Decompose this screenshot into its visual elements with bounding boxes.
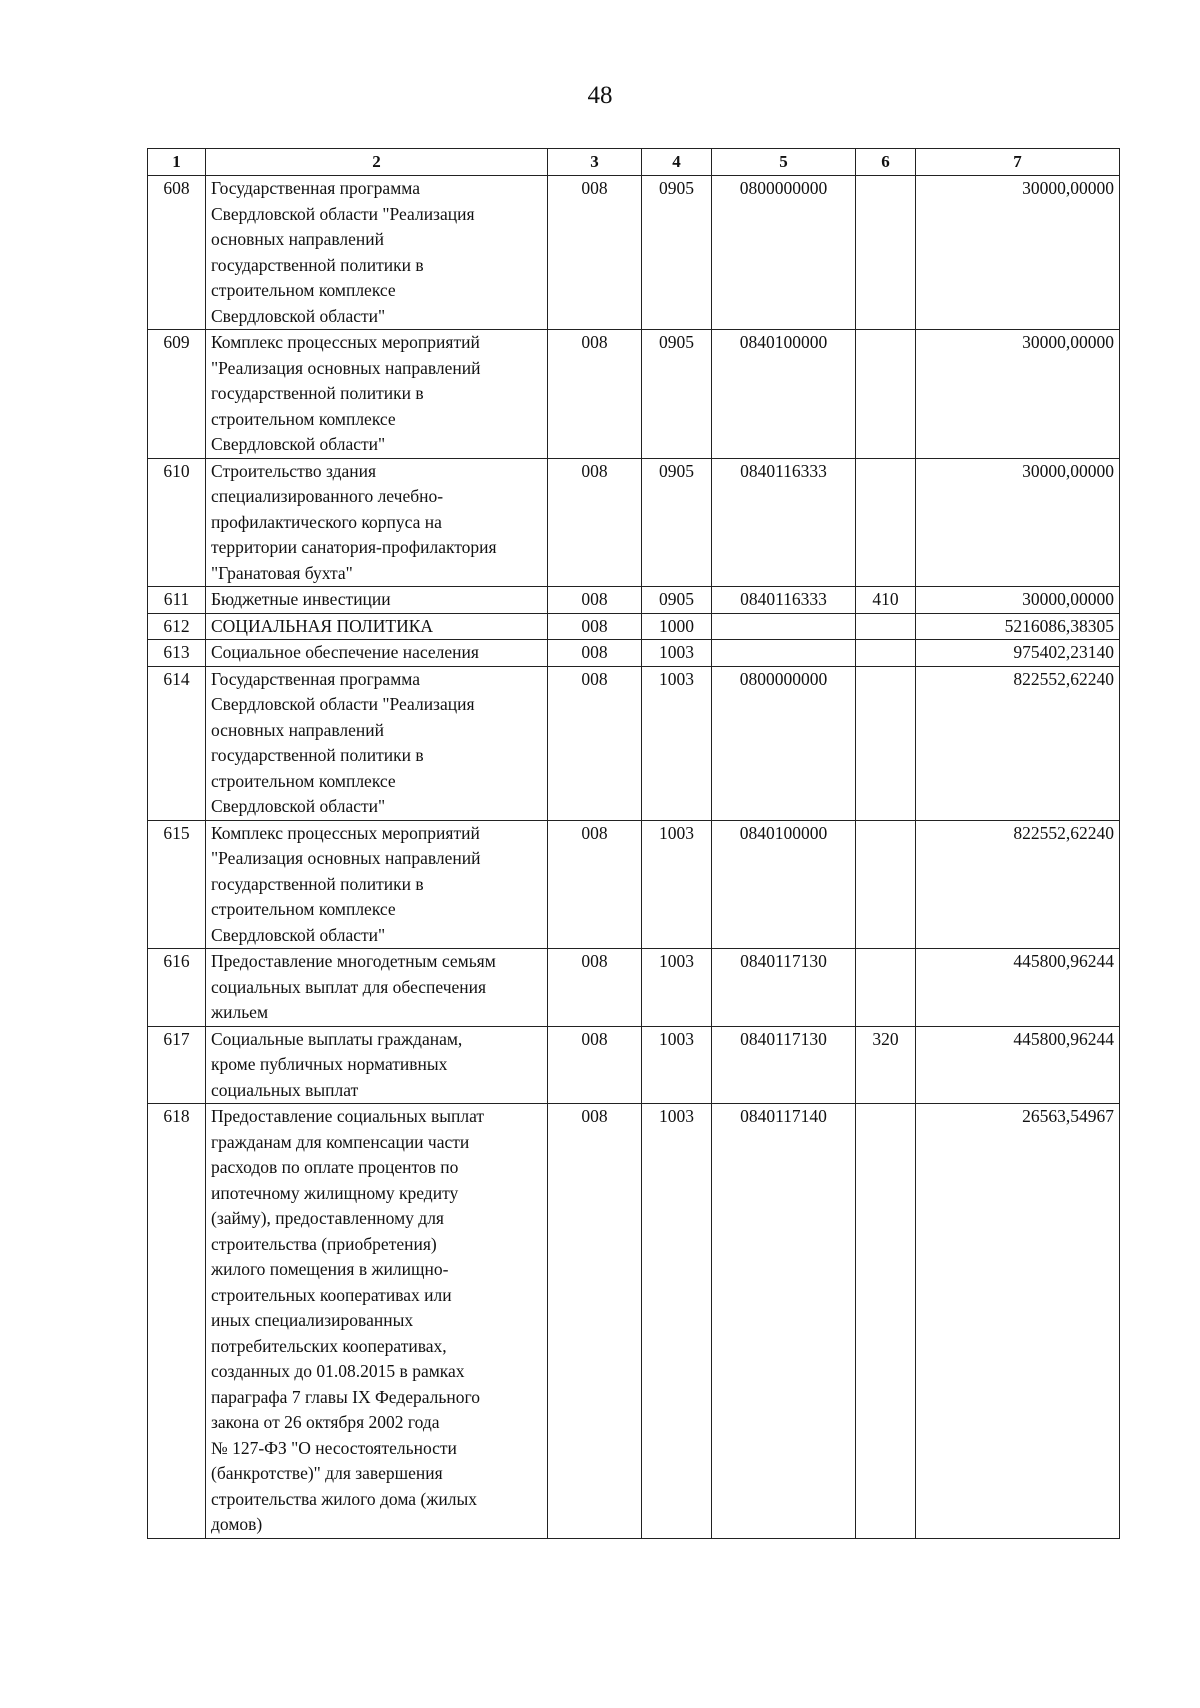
- column-header-5: 5: [712, 149, 856, 176]
- target-article-code: 0800000000: [712, 176, 856, 330]
- table-row: [148, 330, 1120, 459]
- section-code: 1003: [642, 820, 712, 949]
- row-name: Предоставление многодетным семьям социальных выплат для обеспечения жильем: [206, 949, 548, 1027]
- column-header-6: 6: [856, 149, 916, 176]
- ministry-code: 008: [548, 613, 642, 640]
- budget-table: [147, 148, 1120, 1539]
- row-name: Комплекс процессных мероприятий "Реализация основных направлений государственной политики в строительном комплексе Свердловской области": [206, 820, 548, 949]
- ministry-code: 008: [548, 458, 642, 587]
- ministry-code: 008: [548, 1104, 642, 1539]
- column-header-3: 3: [548, 149, 642, 176]
- table-row: [148, 666, 1120, 820]
- ministry-code: 008: [548, 949, 642, 1027]
- target-article-code: [712, 613, 856, 640]
- section-code: 0905: [642, 587, 712, 614]
- target-article-code: 0840116333: [712, 587, 856, 614]
- header-row: [148, 149, 1120, 176]
- table-row: [148, 820, 1120, 949]
- row-number: 616: [148, 949, 206, 1027]
- expense-type-code: [856, 666, 916, 820]
- expense-type-code: 320: [856, 1026, 916, 1104]
- table-row: [148, 1104, 1120, 1539]
- row-number: 610: [148, 458, 206, 587]
- section-code: 0905: [642, 176, 712, 330]
- target-article-code: 0840117130: [712, 949, 856, 1027]
- expense-type-code: [856, 330, 916, 459]
- table-body: [148, 176, 1120, 1539]
- ministry-code: 008: [548, 176, 642, 330]
- row-name: Государственная программа Свердловской области "Реализация основных направлений государственной политики в строительном комплексе Свердловской области": [206, 666, 548, 820]
- target-article-code: 0840100000: [712, 820, 856, 949]
- section-code: 0905: [642, 330, 712, 459]
- column-header-7: 7: [916, 149, 1120, 176]
- row-number: 614: [148, 666, 206, 820]
- amount: 30000,00000: [916, 458, 1120, 587]
- expense-type-code: [856, 1104, 916, 1539]
- section-code: 1000: [642, 613, 712, 640]
- expense-type-code: 410: [856, 587, 916, 614]
- amount: 822552,62240: [916, 820, 1120, 949]
- row-number: 615: [148, 820, 206, 949]
- row-name: СОЦИАЛЬНАЯ ПОЛИТИКА: [206, 613, 548, 640]
- target-article-code: 0840117130: [712, 1026, 856, 1104]
- target-article-code: 0840116333: [712, 458, 856, 587]
- table-row: [148, 176, 1120, 330]
- amount: 822552,62240: [916, 666, 1120, 820]
- amount: 30000,00000: [916, 176, 1120, 330]
- row-number: 618: [148, 1104, 206, 1539]
- section-code: 0905: [642, 458, 712, 587]
- expense-type-code: [856, 820, 916, 949]
- amount: 445800,96244: [916, 1026, 1120, 1104]
- row-number: 613: [148, 640, 206, 667]
- page-number: 48: [587, 82, 613, 109]
- ministry-code: 008: [548, 820, 642, 949]
- ministry-code: 008: [548, 640, 642, 667]
- row-name: Государственная программа Свердловской области "Реализация основных направлений государственной политики в строительном комплексе Свердловской области": [206, 176, 548, 330]
- column-header-4: 4: [642, 149, 712, 176]
- ministry-code: 008: [548, 666, 642, 820]
- section-code: 1003: [642, 1104, 712, 1539]
- row-name: Социальные выплаты гражданам, кроме публичных нормативных социальных выплат: [206, 1026, 548, 1104]
- column-header-2: 2: [206, 149, 548, 176]
- amount: 975402,23140: [916, 640, 1120, 667]
- table-row: [148, 458, 1120, 587]
- table-row: [148, 949, 1120, 1027]
- table-row: [148, 640, 1120, 667]
- amount: 26563,54967: [916, 1104, 1120, 1539]
- section-code: 1003: [642, 1026, 712, 1104]
- table-row: [148, 1026, 1120, 1104]
- target-article-code: 0800000000: [712, 666, 856, 820]
- section-code: 1003: [642, 666, 712, 820]
- expense-type-code: [856, 949, 916, 1027]
- amount: 30000,00000: [916, 330, 1120, 459]
- amount: 30000,00000: [916, 587, 1120, 614]
- row-name: Социальное обеспечение населения: [206, 640, 548, 667]
- row-number: 611: [148, 587, 206, 614]
- expense-type-code: [856, 458, 916, 587]
- expense-type-code: [856, 613, 916, 640]
- row-number: 612: [148, 613, 206, 640]
- amount: 445800,96244: [916, 949, 1120, 1027]
- amount: 5216086,38305: [916, 613, 1120, 640]
- target-article-code: 0840100000: [712, 330, 856, 459]
- row-name: Бюджетные инвестиции: [206, 587, 548, 614]
- table-row: [148, 587, 1120, 614]
- row-name: Комплекс процессных мероприятий "Реализация основных направлений государственной политики в строительном комплексе Свердловской области": [206, 330, 548, 459]
- section-code: 1003: [642, 640, 712, 667]
- ministry-code: 008: [548, 330, 642, 459]
- row-number: 617: [148, 1026, 206, 1104]
- row-number: 608: [148, 176, 206, 330]
- row-number: 609: [148, 330, 206, 459]
- section-code: 1003: [642, 949, 712, 1027]
- target-article-code: [712, 640, 856, 667]
- expense-type-code: [856, 640, 916, 667]
- expense-type-code: [856, 176, 916, 330]
- ministry-code: 008: [548, 587, 642, 614]
- table-row: [148, 613, 1120, 640]
- target-article-code: 0840117140: [712, 1104, 856, 1539]
- column-header-1: 1: [148, 149, 206, 176]
- row-name: Строительство здания специализированного лечебно- профилактического корпуса на территории санатория-профилактория "Гранатовая бухта": [206, 458, 548, 587]
- ministry-code: 008: [548, 1026, 642, 1104]
- row-name: Предоставление социальных выплат гражданам для компенсации части расходов по оплате процентов по ипотечному жилищному кредиту (займу), предоставленному для строительства (приобретения) жилого помещения в жилищно- строительных кооперативах или иных специализированных потребительских кооперативах, созданных до 01.08.2015 в рамках параграфа 7 главы IX Федерального закона от 26 октября 2002 года № 127-ФЗ "О несостоятельности (банкротстве)" для завершения строительства жилого дома (жилых домов): [206, 1104, 548, 1539]
